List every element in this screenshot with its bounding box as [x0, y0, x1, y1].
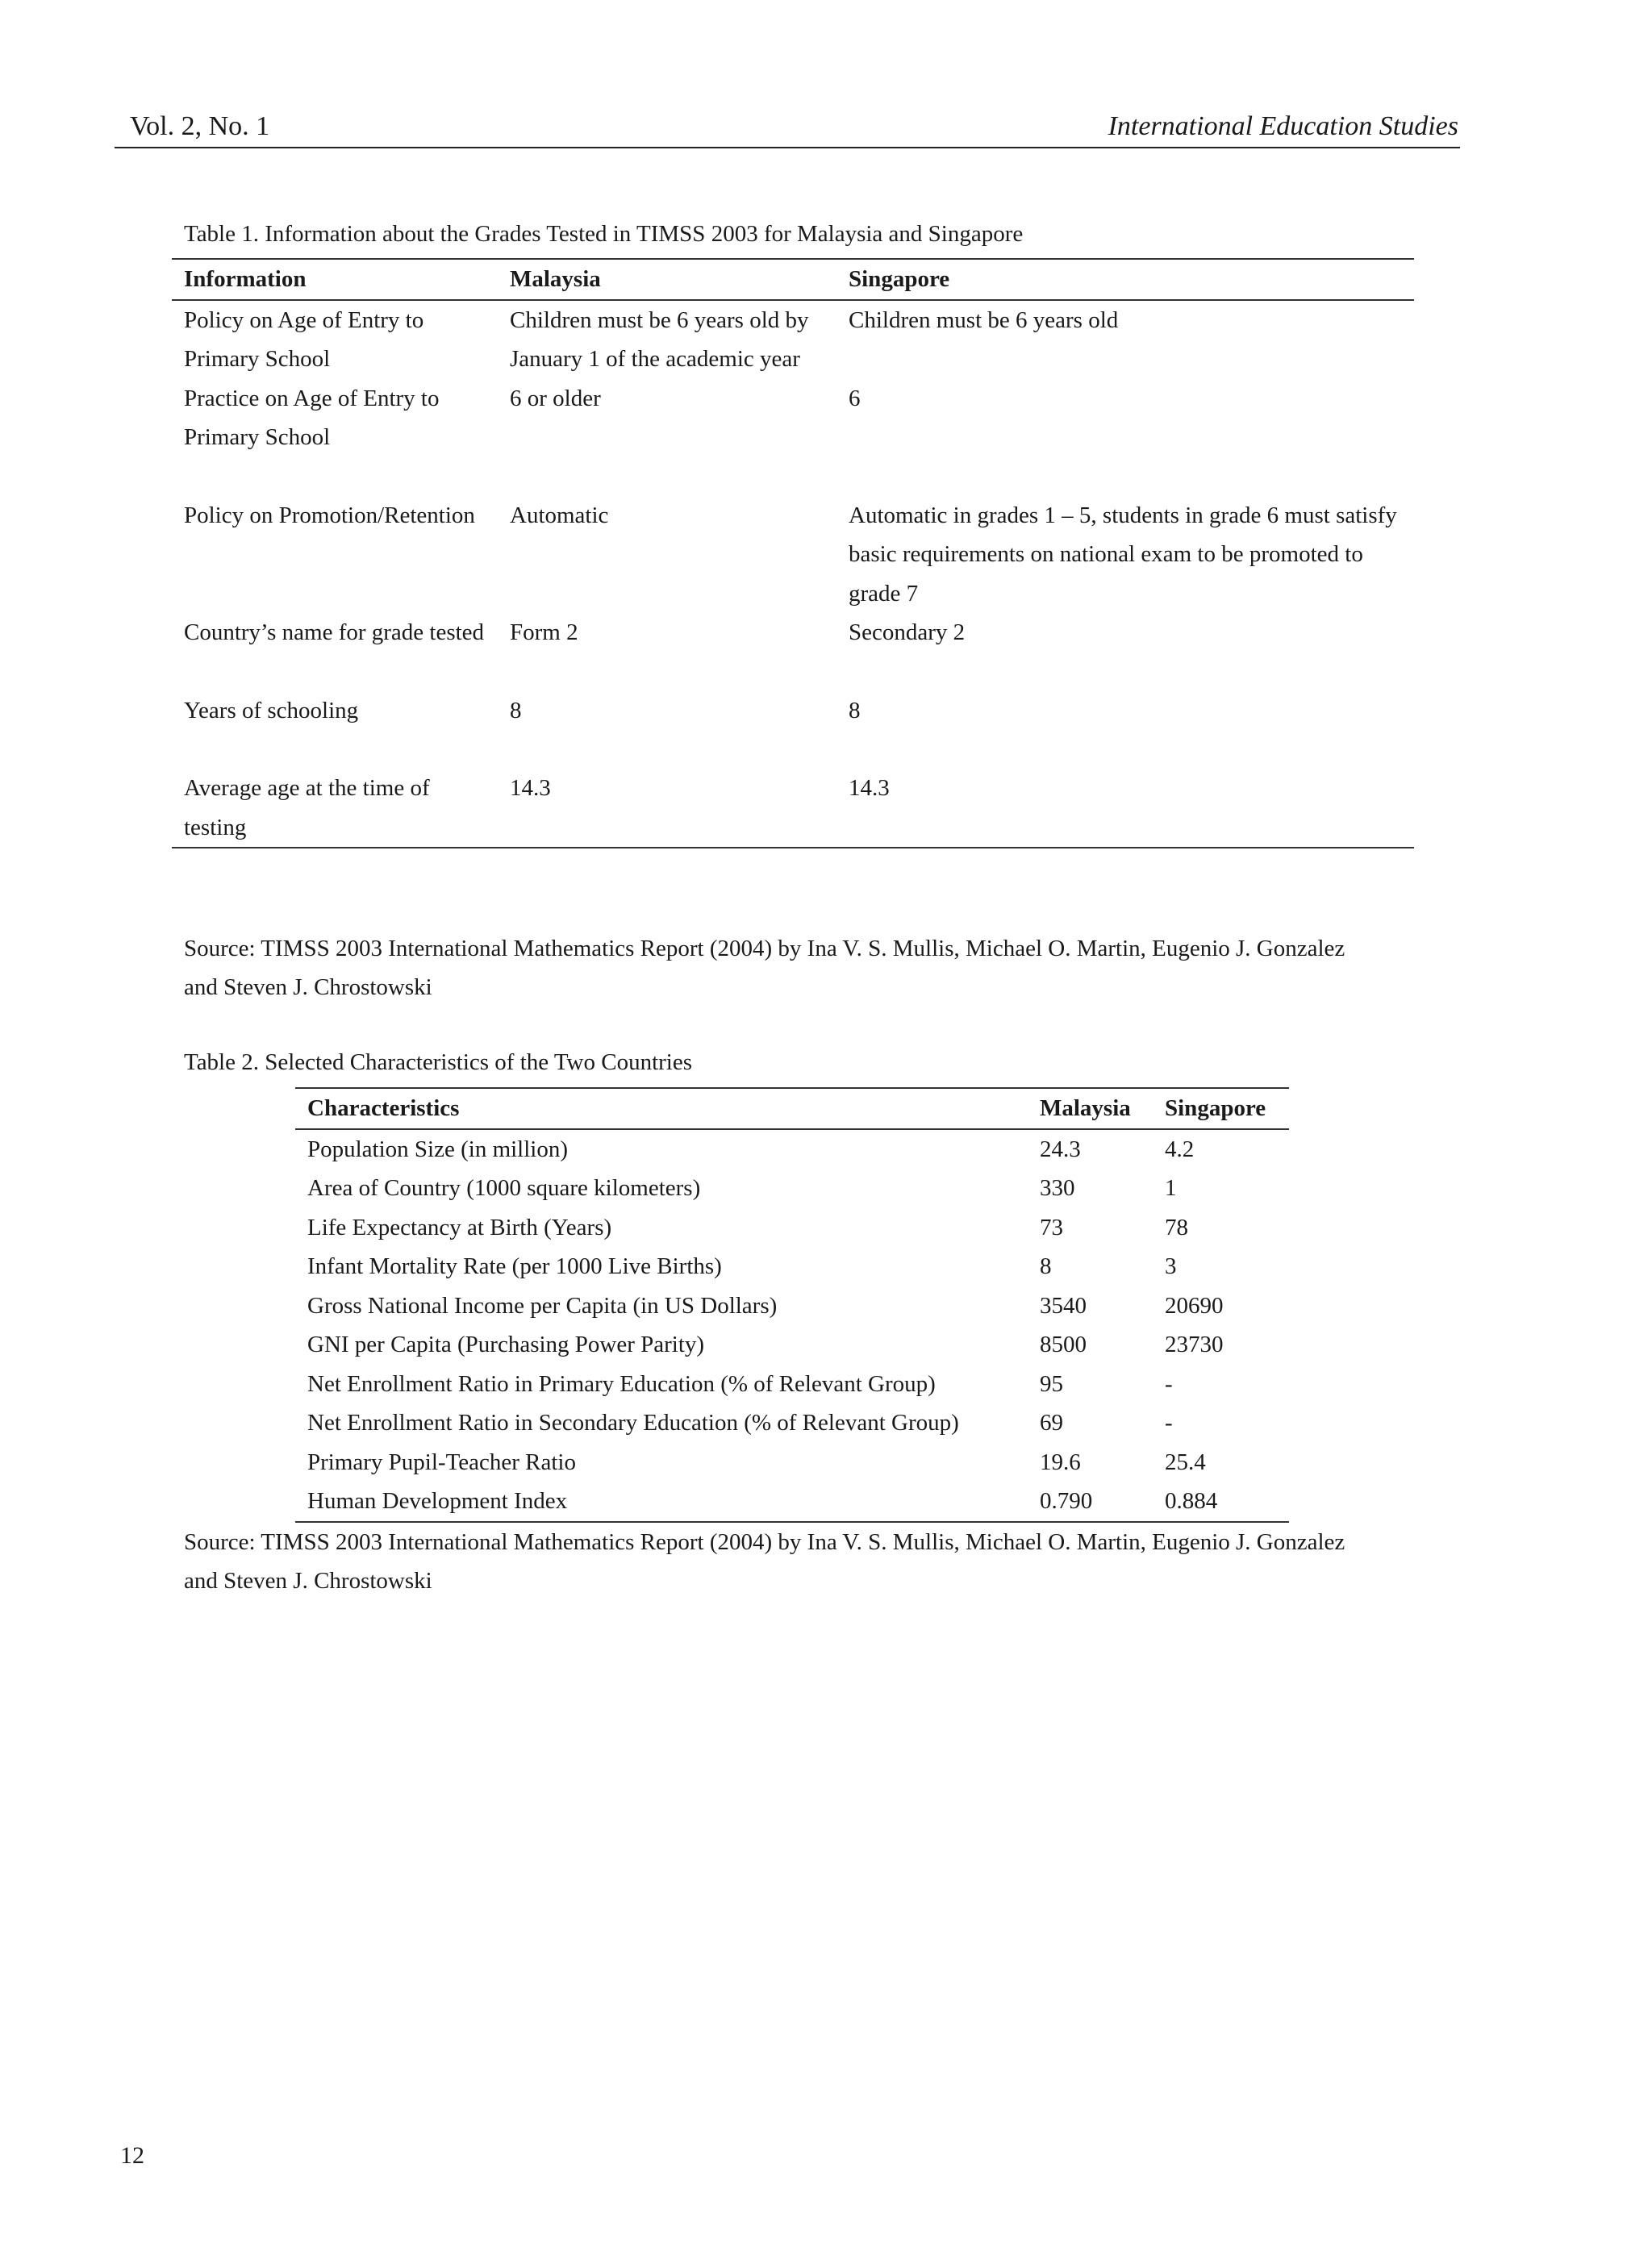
table-row [172, 496, 1414, 614]
table-cell: Country’s name for grade tested [184, 619, 485, 645]
table-cell: Automatic in grades 1 – 5, students in grade 6 must satisfy basic requirements on national exam to be promoted to grade 7 [849, 502, 1397, 607]
table2-caption: Table 2. Selected Characteristics of the Two Countries [184, 1049, 692, 1075]
table-cell: Children must be 6 years old by January 1 of the academic year [510, 306, 809, 372]
table-cell: 4.2 [1165, 1136, 1195, 1162]
table-cell: Human Development Index [307, 1488, 568, 1514]
table-cell: Children must be 6 years old [849, 306, 1119, 333]
table-cell: Life Expectancy at Birth (Years) [307, 1214, 612, 1240]
table-header-row [295, 1088, 1289, 1129]
page-number: 12 [120, 2142, 144, 2169]
table-cell: Net Enrollment Ratio in Primary Education (% of Relevant Group) [307, 1370, 936, 1397]
column-header: Singapore [1165, 1095, 1266, 1121]
table-row [295, 1247, 1289, 1286]
table-cell: GNI per Capita (Purchasing Power Parity) [307, 1332, 705, 1357]
table-cell: 24.3 [1040, 1136, 1081, 1162]
table-cell: - [1165, 1370, 1173, 1397]
table-cell: Secondary 2 [849, 619, 966, 645]
table-cell: - [1165, 1410, 1173, 1436]
table-cell: 14.3 [849, 775, 890, 801]
table-cell: 330 [1040, 1175, 1075, 1201]
table-cell: 6 [849, 385, 861, 411]
table-cell: 0.884 [1165, 1488, 1218, 1514]
table-cell: Net Enrollment Ratio in Secondary Education (% of Relevant Group) [307, 1410, 959, 1436]
journal-title: International Education Studies [1108, 111, 1458, 141]
table-cell: 69 [1040, 1410, 1063, 1436]
table-row [295, 1365, 1289, 1404]
column-header: Singapore [849, 266, 950, 292]
table-cell: 19.6 [1040, 1449, 1081, 1475]
table-cell: Policy on Age of Entry to Primary School [184, 306, 424, 372]
volume-label: Vol. 2, No. 1 [130, 111, 270, 141]
table-cell: 6 or older [510, 385, 601, 411]
table-cell: 1 [1165, 1175, 1177, 1201]
table-cell: 73 [1040, 1214, 1063, 1240]
table-cell: Infant Mortality Rate (per 1000 Live Births) [307, 1253, 722, 1279]
table1-source: Source: TIMSS 2003 International Mathematics Report (2004) by Ina V. S. Mullis, Michael O. Martin, Eugenio J. Gonzalez and Steven J. Chrostowski [184, 936, 1345, 1000]
table-cell: Policy on Promotion/Retention [184, 502, 475, 528]
table-cell: Form 2 [510, 619, 578, 645]
table-row [295, 1325, 1289, 1365]
table-cell: 14.3 [510, 775, 551, 801]
table2 [295, 1087, 1289, 1523]
table-cell: Gross National Income per Capita (in US Dollars) [307, 1292, 778, 1319]
table-row [295, 1443, 1289, 1482]
column-header: Characteristics [307, 1095, 460, 1121]
table-cell: Years of schooling [184, 697, 359, 723]
column-header: Information [184, 266, 307, 292]
header-rule [115, 147, 1460, 148]
table-row [172, 769, 1414, 848]
table-row [295, 1208, 1289, 1248]
table-cell: 25.4 [1165, 1449, 1206, 1475]
table-row [295, 1403, 1289, 1443]
table-row [295, 1129, 1289, 1169]
table-cell: 8500 [1040, 1332, 1087, 1357]
table-row [172, 379, 1414, 496]
table-cell: 95 [1040, 1370, 1063, 1397]
table-cell: 3540 [1040, 1292, 1087, 1319]
table-row [172, 613, 1414, 691]
column-header: Malaysia [510, 266, 601, 292]
table-row [172, 300, 1414, 379]
table-row [295, 1169, 1289, 1208]
table-cell: 8 [849, 697, 861, 723]
table-cell: 20690 [1165, 1292, 1224, 1319]
column-header: Malaysia [1040, 1095, 1131, 1121]
table-row [295, 1286, 1289, 1326]
table1 [172, 258, 1414, 848]
table-cell: Automatic [510, 502, 609, 528]
table-cell: 8 [510, 697, 522, 723]
table-cell: 78 [1165, 1214, 1188, 1240]
table-row [295, 1482, 1289, 1522]
table-cell: 3 [1165, 1253, 1177, 1279]
table-cell: Primary Pupil-Teacher Ratio [307, 1449, 576, 1475]
table-cell: 23730 [1165, 1332, 1224, 1357]
table-cell: 8 [1040, 1253, 1052, 1279]
table-cell: Average age at the time of testing [184, 775, 430, 840]
table-cell: Population Size (in million) [307, 1136, 569, 1162]
table-header-row [172, 259, 1414, 300]
table-cell: 0.790 [1040, 1488, 1093, 1514]
table-row [172, 691, 1414, 769]
table2-source: Source: TIMSS 2003 International Mathematics Report (2004) by Ina V. S. Mullis, Michael O. Martin, Eugenio J. Gonzalez and Steven J. Chrostowski [184, 1529, 1345, 1594]
table-cell: Practice on Age of Entry to Primary School [184, 385, 440, 450]
table1-caption: Table 1. Information about the Grades Tested in TIMSS 2003 for Malaysia and Singapore [184, 221, 1024, 247]
table-cell: Area of Country (1000 square kilometers) [307, 1175, 701, 1201]
